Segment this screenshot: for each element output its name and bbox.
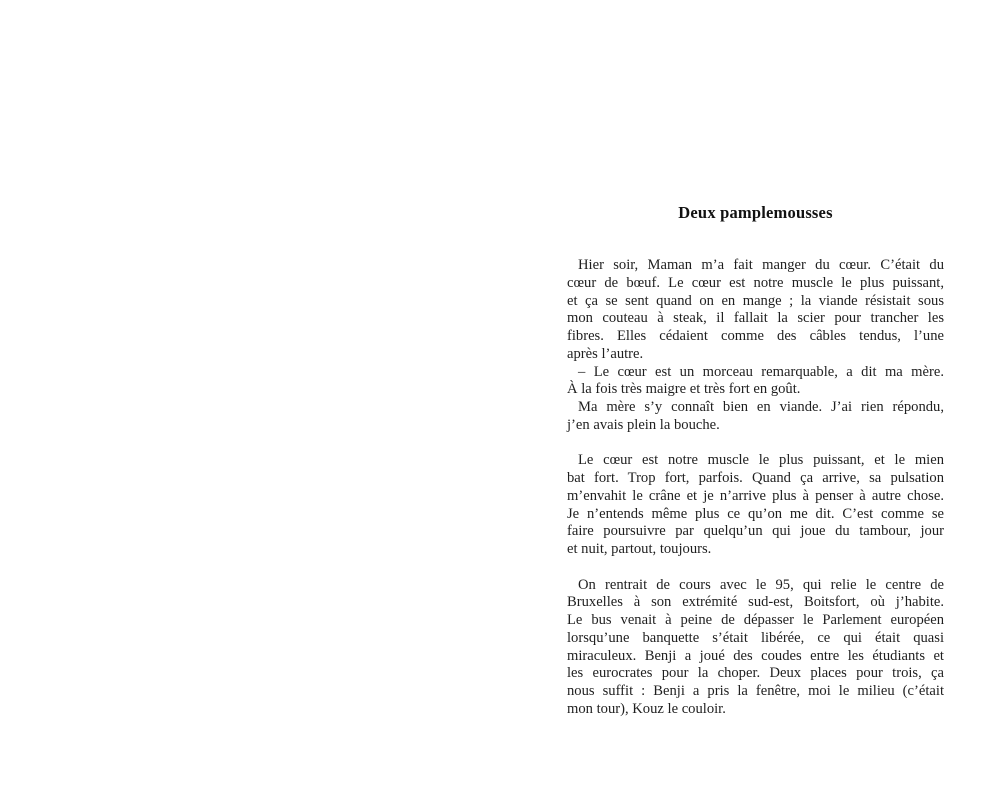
text-line: Ma mère s’y connaît bien en viande. J’ai rien répondu, bbox=[578, 399, 944, 415]
text-line: miraculeux. Benji a joué des coudes entre les étudiants et bbox=[567, 647, 944, 664]
text-line: Bruxelles à son extrémité sud-est, Boitsfort, où j’habite. bbox=[567, 594, 944, 611]
text-line: et ça se sent quand on en mange ; la viande résistait sous bbox=[567, 292, 944, 309]
text-line: Hier soir, Maman m’a fait manger du cœur. C’était du bbox=[578, 257, 944, 273]
paragraph bbox=[567, 257, 944, 364]
text-line: lorsqu’une banquette s’était libérée, ce qui était quasi bbox=[567, 629, 944, 646]
document-body bbox=[567, 257, 944, 719]
paragraph bbox=[567, 452, 944, 559]
text-line: À la fois très maigre et très fort en goût. bbox=[567, 381, 801, 398]
text-line: j’en avais plein la bouche. bbox=[567, 416, 720, 433]
paragraph bbox=[567, 364, 944, 400]
text-line: nous suffit : Benji a pris la fenêtre, moi le milieu (c’était bbox=[567, 683, 944, 699]
section bbox=[567, 577, 944, 719]
text-line: Le cœur est notre muscle le plus puissant, et le mien bbox=[578, 452, 944, 469]
paragraph bbox=[567, 399, 944, 435]
text-line: les eurocrates pour la choper. Deux places pour trois, ça bbox=[567, 665, 944, 682]
text-line: mon couteau à steak, il fallait la scier pour trancher les bbox=[567, 310, 944, 327]
text-line: Le bus venait à peine de dépasser le Parlement européen bbox=[567, 612, 944, 628]
text-line: Je n’entends même plus ce qu’on me dit. C’est comme se bbox=[567, 505, 944, 522]
text-line: cœur de bœuf. Le cœur est notre muscle le plus puissant, bbox=[567, 274, 944, 291]
chapter-title: Deux pamplemousses bbox=[678, 203, 833, 222]
text-line: m’envahit le crâne et je n’arrive plus à penser à autre chose. bbox=[567, 487, 944, 504]
book-page-text-block bbox=[567, 204, 944, 719]
text-line: On rentrait de cours avec le 95, qui relie le centre de bbox=[578, 576, 944, 593]
text-line: après l’autre. bbox=[567, 345, 644, 362]
paragraph bbox=[567, 577, 944, 719]
text-line: fibres. Elles cédaient comme des câbles tendus, l’une bbox=[567, 328, 944, 344]
section bbox=[567, 257, 944, 435]
text-line: faire poursuivre par quelqu’un qui joue du tambour, jour bbox=[567, 523, 944, 540]
text-line: – Le cœur est un morceau remarquable, a dit ma mère. bbox=[578, 363, 944, 380]
text-line: mon tour), Kouz le couloir. bbox=[567, 700, 726, 717]
text-line: et nuit, partout, toujours. bbox=[567, 541, 712, 557]
section bbox=[567, 452, 944, 559]
text-line: bat fort. Trop fort, parfois. Quand ça arrive, sa pulsation bbox=[567, 470, 944, 486]
